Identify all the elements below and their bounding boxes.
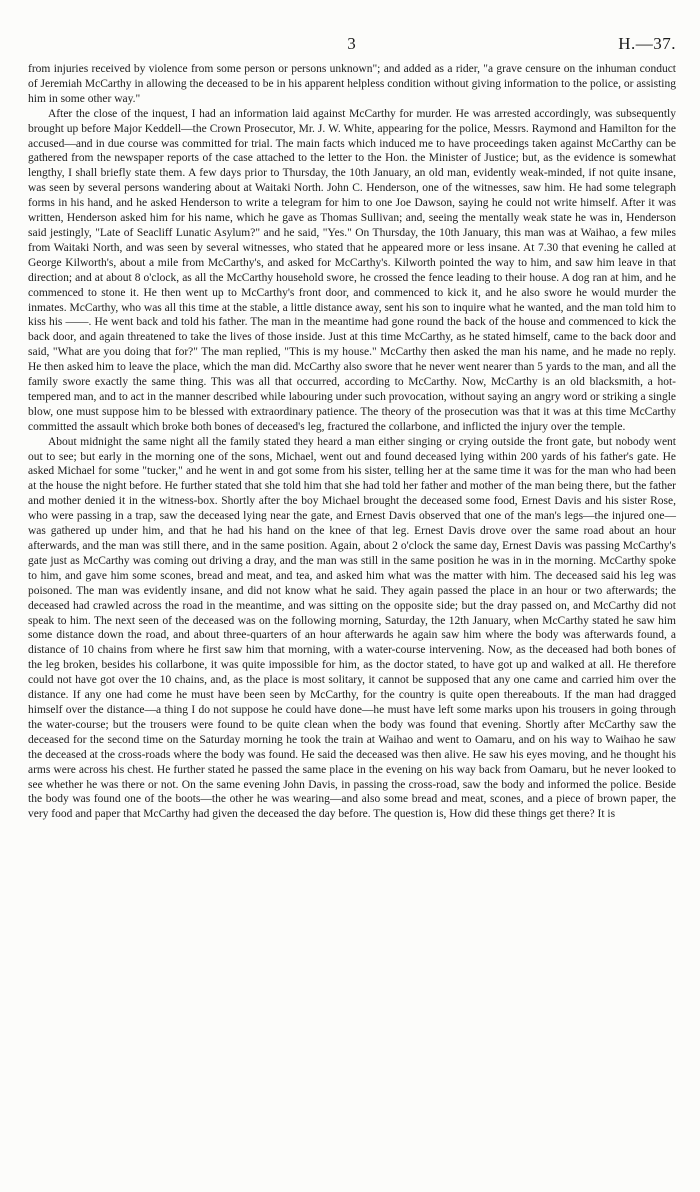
paragraph-3: About midnight the same night all the family stated they heard a man either singing or crying outside the front gate, but nobody went out to see; but early in the morning one of the sons, Michael, went out and found deceased lying within 200 yards of his father's gate. He asked Michael for some "tucker," and he went in and got some from his sister, telling her at the same time it was for the man who had been at the house the night before. He further stated that she told him that she had told her father and mother of the man being there, but the father and mother denied it in the witness-box. Shortly after the boy Michael brought the deceased some food, Ernest Davis and his sister Rose, who were passing in a trap, saw the deceased lying near the gate, and Ernest Davis observed that one of the man's legs—the injured one—was gathered up under him, and that he had his hand on the knee of that leg. Ernest Davis drove over the same road about an hour afterwards, and the man was still there, and in the same position. Again, about 2 o'clock the same day, Ernest Davis was passing McCarthy's gate just as McCarthy was coming out driving a dray, and the man was still in the same position he was in in the morning. McCarthy spoke to him, and gave him some scones, bread and meat, and tea, and asked him what was the matter with him. The deceased said his leg was poisoned. The man was evidently insane, and did not know what he said. They again passed the place in an hour or two afterwards; the deceased had crawled across the road in the meantime, and was sitting on the opposite side; but the dray passed on, and McCarthy did not speak to him. The next seen of the deceased was on the following morning, Saturday, the 12th January, when McCarthy stated he saw him some distance down the road, and about three-quarters of an hour afterwards he again saw him where the body was afterwards found, a distance of 10 chains from where he first saw him that morning, with a water-course intervening. Now, as the deceased had both bones of the leg broken, besides his collarbone, it was quite impossible for him, as the doctor stated, to have got up and walked at all. He therefore could not have got over the 10 chains, and, as the place is most solitary, it cannot be supposed that any one came and carried him over the distance. If any one had come he must have been seen by McCarthy, for the country is quite open thereabouts. If the man had dragged himself over the distance—a thing I do not suppose he could have done—he must have left some marks upon his trousers in going through the water-course; but the trousers were found to be quite clean when the body was found that evening. Shortly after McCarthy saw the deceased for the second time on the Saturday morning he took the train at Waihao and went to Oamaru, and on his way to Waihao he saw the deceased at the cross-roads where the body was found. He said the deceased was then alive. He saw his eyes moving, and he thought his arms were across his chest. He further stated he passed the same place in the evening on his way back from Oamaru, but he never looked to see whether he was there or not. On the same evening John Davis, in passing the cross-road, saw the body and informed the police. Beside the body was found one of the boots—the other he was wearing—and also some bread and meat, scones, and a piece of brown paper, the very food and paper that McCarthy had given the deceased the day before. The question is, How did these things get there? It is xyxy=(28,435,676,821)
paragraph-2: After the close of the inquest, I had an information laid against McCarthy for murder. He was arrested accordingly, was subsequently brought up before Major Keddell—the Crown Prosecutor, Mr. J. W. White, appearing for the police, Messrs. Raymond and Hamilton for the accused—and in due course was committed for trial. The main facts which induced me to have proceedings taken against McCarthy can be gathered from the newspaper reports of the case attached to the letter to the Hon. the Minister of Justice; but, as the evidence is somewhat lengthy, I shall briefly state them. A few days prior to Thursday, the 10th January, an old man, evidently weak-minded, if not quite insane, was seen by several persons wandering about at Waitaki North. John C. Henderson, one of the witnesses, saw him. He had some telegraph forms in his hand, and he asked Henderson to write a telegram for him to one Joe Dawson, saying he could not write himself. After it was written, Henderson asked him for his name, which he gave as Thomas Sullivan; and, seeing the mentally weak state he was in, Henderson said jestingly, "Late of Seacliff Lunatic Asylum?" and he said, "Yes." On Thursday, the 10th January, this man was at Waihao, a few miles from Waitaki North, and was seen by several witnesses, who stated that he appeared more or less insane. At 7.30 that evening he called at George Kilworth's, about a mile from McCarthy's, and asked for McCarthy's. Kilworth pointed the way to him, and saw him leave in that direction; and at about 8 o'clock, as all the McCarthy household swore, he crossed the fence leading to their house. A dog ran at him, and he commenced to stone it. He then went up to McCarthy's front door, and commenced to kick it, and he also swore he would murder the inmates. McCarthy, who was all this time at the stable, a little distance away, sent his son to inquire what he wanted, and the man told him to kiss his ——. He went back and told his father. The man in the meantime had gone round the back of the house and commenced to kick the back door, and again threatened to take the lives of those inside. Just at this time McCarthy, as he stated himself, came to the back door and said, "What are you doing that for?" The man replied, "This is my house." McCarthy then asked the man his name, and he made no reply. He then asked him to leave the place, which the man did. McCarthy also swore that he never went nearer than 5 yards to the man, and all the family swore exactly the same thing. This was all that occurred, according to McCarthy. Now, McCarthy is an old blacksmith, a hot-tempered man, and to act in the manner described while labouring under such provocation, without saying an angry word or striking a single blow, one must suppose him to be blessed with extraordinary patience. The theory of the prosecution was that it was at this time McCarthy committed the assault which broke both bones of deceased's leg, fractured the collarbone, and inflicted the injury over the temple. xyxy=(28,107,676,433)
body-text xyxy=(28,62,676,822)
page-number: 3 xyxy=(347,34,357,53)
paragraph-1: from injuries received by violence from some person or persons unknown"; and added as a rider, "a grave censure on the inhuman conduct of Jeremiah McCarthy in allowing the deceased to be in his apparent helpless condition without giving information to the police, or assisting him in some other way." xyxy=(28,63,676,105)
page-header xyxy=(28,34,676,56)
document-reference: H.—37. xyxy=(618,34,676,53)
